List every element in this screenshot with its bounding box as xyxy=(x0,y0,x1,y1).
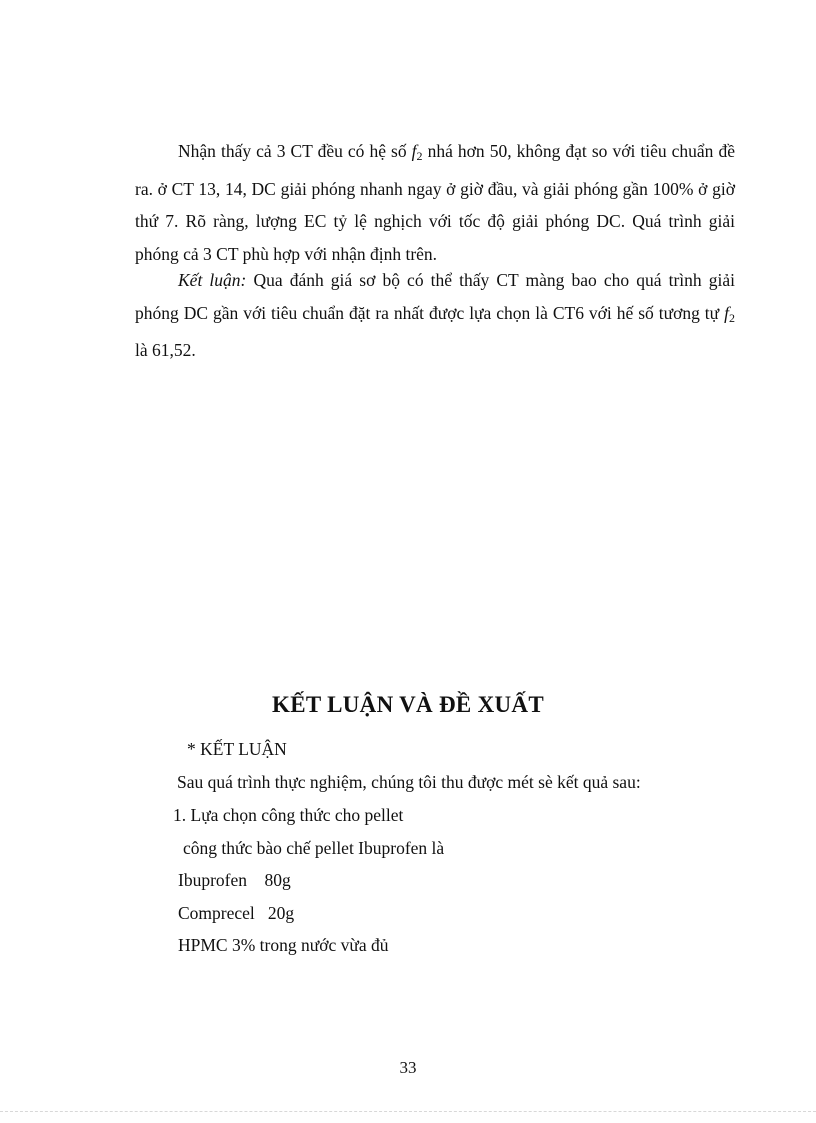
ingredient-line: Comprecel 20g xyxy=(178,903,295,923)
page-bottom-divider xyxy=(0,1111,816,1112)
f2-subscript: 2 xyxy=(416,149,423,163)
paragraph-dissolution-analysis xyxy=(135,135,735,270)
paragraph-text: là 61,52. xyxy=(135,340,196,360)
f2-letter: f xyxy=(724,302,729,323)
f2-subscript: 2 xyxy=(729,310,735,325)
paragraph-text: nhá hơn 50, không đạt so với tiêu chuẩn đề ra. ở CT 13, 14, DC giải phóng nhanh ngay ở giờ đầu, và giải phóng gần 100% ở giờ thứ 7. Rõ ràng, lượng EC tỷ lệ nghịch với tốc độ giải phóng DC. Quá trình giải phóng cả 3 CT phù hợp với nhận định trên. xyxy=(135,141,735,264)
f2-symbol xyxy=(412,141,423,161)
f2-letter: f xyxy=(411,141,417,161)
paragraph-text: Qua đánh giá sơ bộ có thể thấy CT màng bao cho quá trình giải phóng DC gần với tiêu chuẩn đặt ra nhất được lựa chọn là CT6 với hế số tương tự xyxy=(135,270,735,323)
text-line: Sau quá trình thực nghiệm, chúng tôi thu được mét sè kết quả sau: xyxy=(177,772,641,792)
section-heading: KẾT LUẬN VÀ ĐỀ XUẤT xyxy=(272,692,544,717)
text-line: công thức bào chế pellet Ibuprofen là xyxy=(183,838,445,858)
page-number: 33 xyxy=(399,1058,417,1077)
conclusion-label: Kết luận: xyxy=(178,270,247,290)
subheading: * KẾT LUẬN xyxy=(187,739,287,759)
paragraph-text: Nhận thấy cả 3 CT đều có hệ số xyxy=(178,141,412,161)
ingredient-line: Ibuprofen 80g xyxy=(178,870,291,890)
ingredient-line: HPMC 3% trong nước vừa đủ xyxy=(178,935,389,955)
f2-symbol xyxy=(724,303,735,323)
paragraph-conclusion xyxy=(135,264,735,367)
text-line: 1. Lựa chọn công thức cho pellet xyxy=(173,805,404,825)
